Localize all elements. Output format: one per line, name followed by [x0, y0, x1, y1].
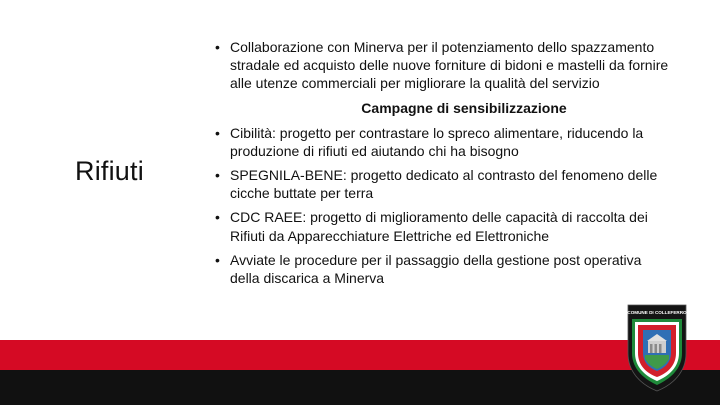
municipal-crest-icon: [626, 303, 688, 393]
footer-band-black: [0, 370, 720, 405]
bullet-icon: •: [215, 124, 220, 141]
slide-title: Rifiuti: [75, 156, 144, 186]
bullet-icon: •: [215, 167, 220, 184]
campaigns-subheading: Campagne di sensibilizzazione: [361, 99, 567, 116]
bullet-text: CDC RAEE: progetto di miglioramento delle capacità di raccolta dei Rifiuti da Apparecchiature Elettriche ed Elettroniche: [230, 209, 648, 244]
bullet-icon: •: [215, 251, 220, 268]
bullet-text: SPEGNILA-BENE: progetto dedicato al contrasto del fenomeno delle cicche buttate per terra: [230, 167, 658, 202]
bullet-item: [214, 208, 674, 244]
crest-text: Comune di Colleferro: [627, 310, 687, 315]
bullet-item: [214, 38, 674, 93]
bullet-item: [214, 166, 674, 202]
bullet-icon: •: [215, 39, 220, 55]
bullet-icon: •: [215, 209, 220, 226]
bullet-item: [214, 251, 674, 287]
bullet-text: Avviate le procedure per il passaggio della gestione post operativa della discarica a Minerva: [230, 251, 642, 287]
slide-content: [214, 38, 674, 293]
footer-band-red: [0, 340, 720, 370]
bullet-text: Collaborazione con Minerva per il potenziamento dello spazzamento stradale ed acquisto delle nuove forniture di bidoni e mastelli da fornire alle utenze commerciali per migliorare la qualità del servizio: [230, 39, 669, 92]
bullet-text: Cibilità: progetto per contrastare lo spreco alimentare, riducendo la produzione di rifiuti ed aiutando chi ha bisogno: [230, 124, 644, 159]
bullet-item: [214, 124, 674, 160]
